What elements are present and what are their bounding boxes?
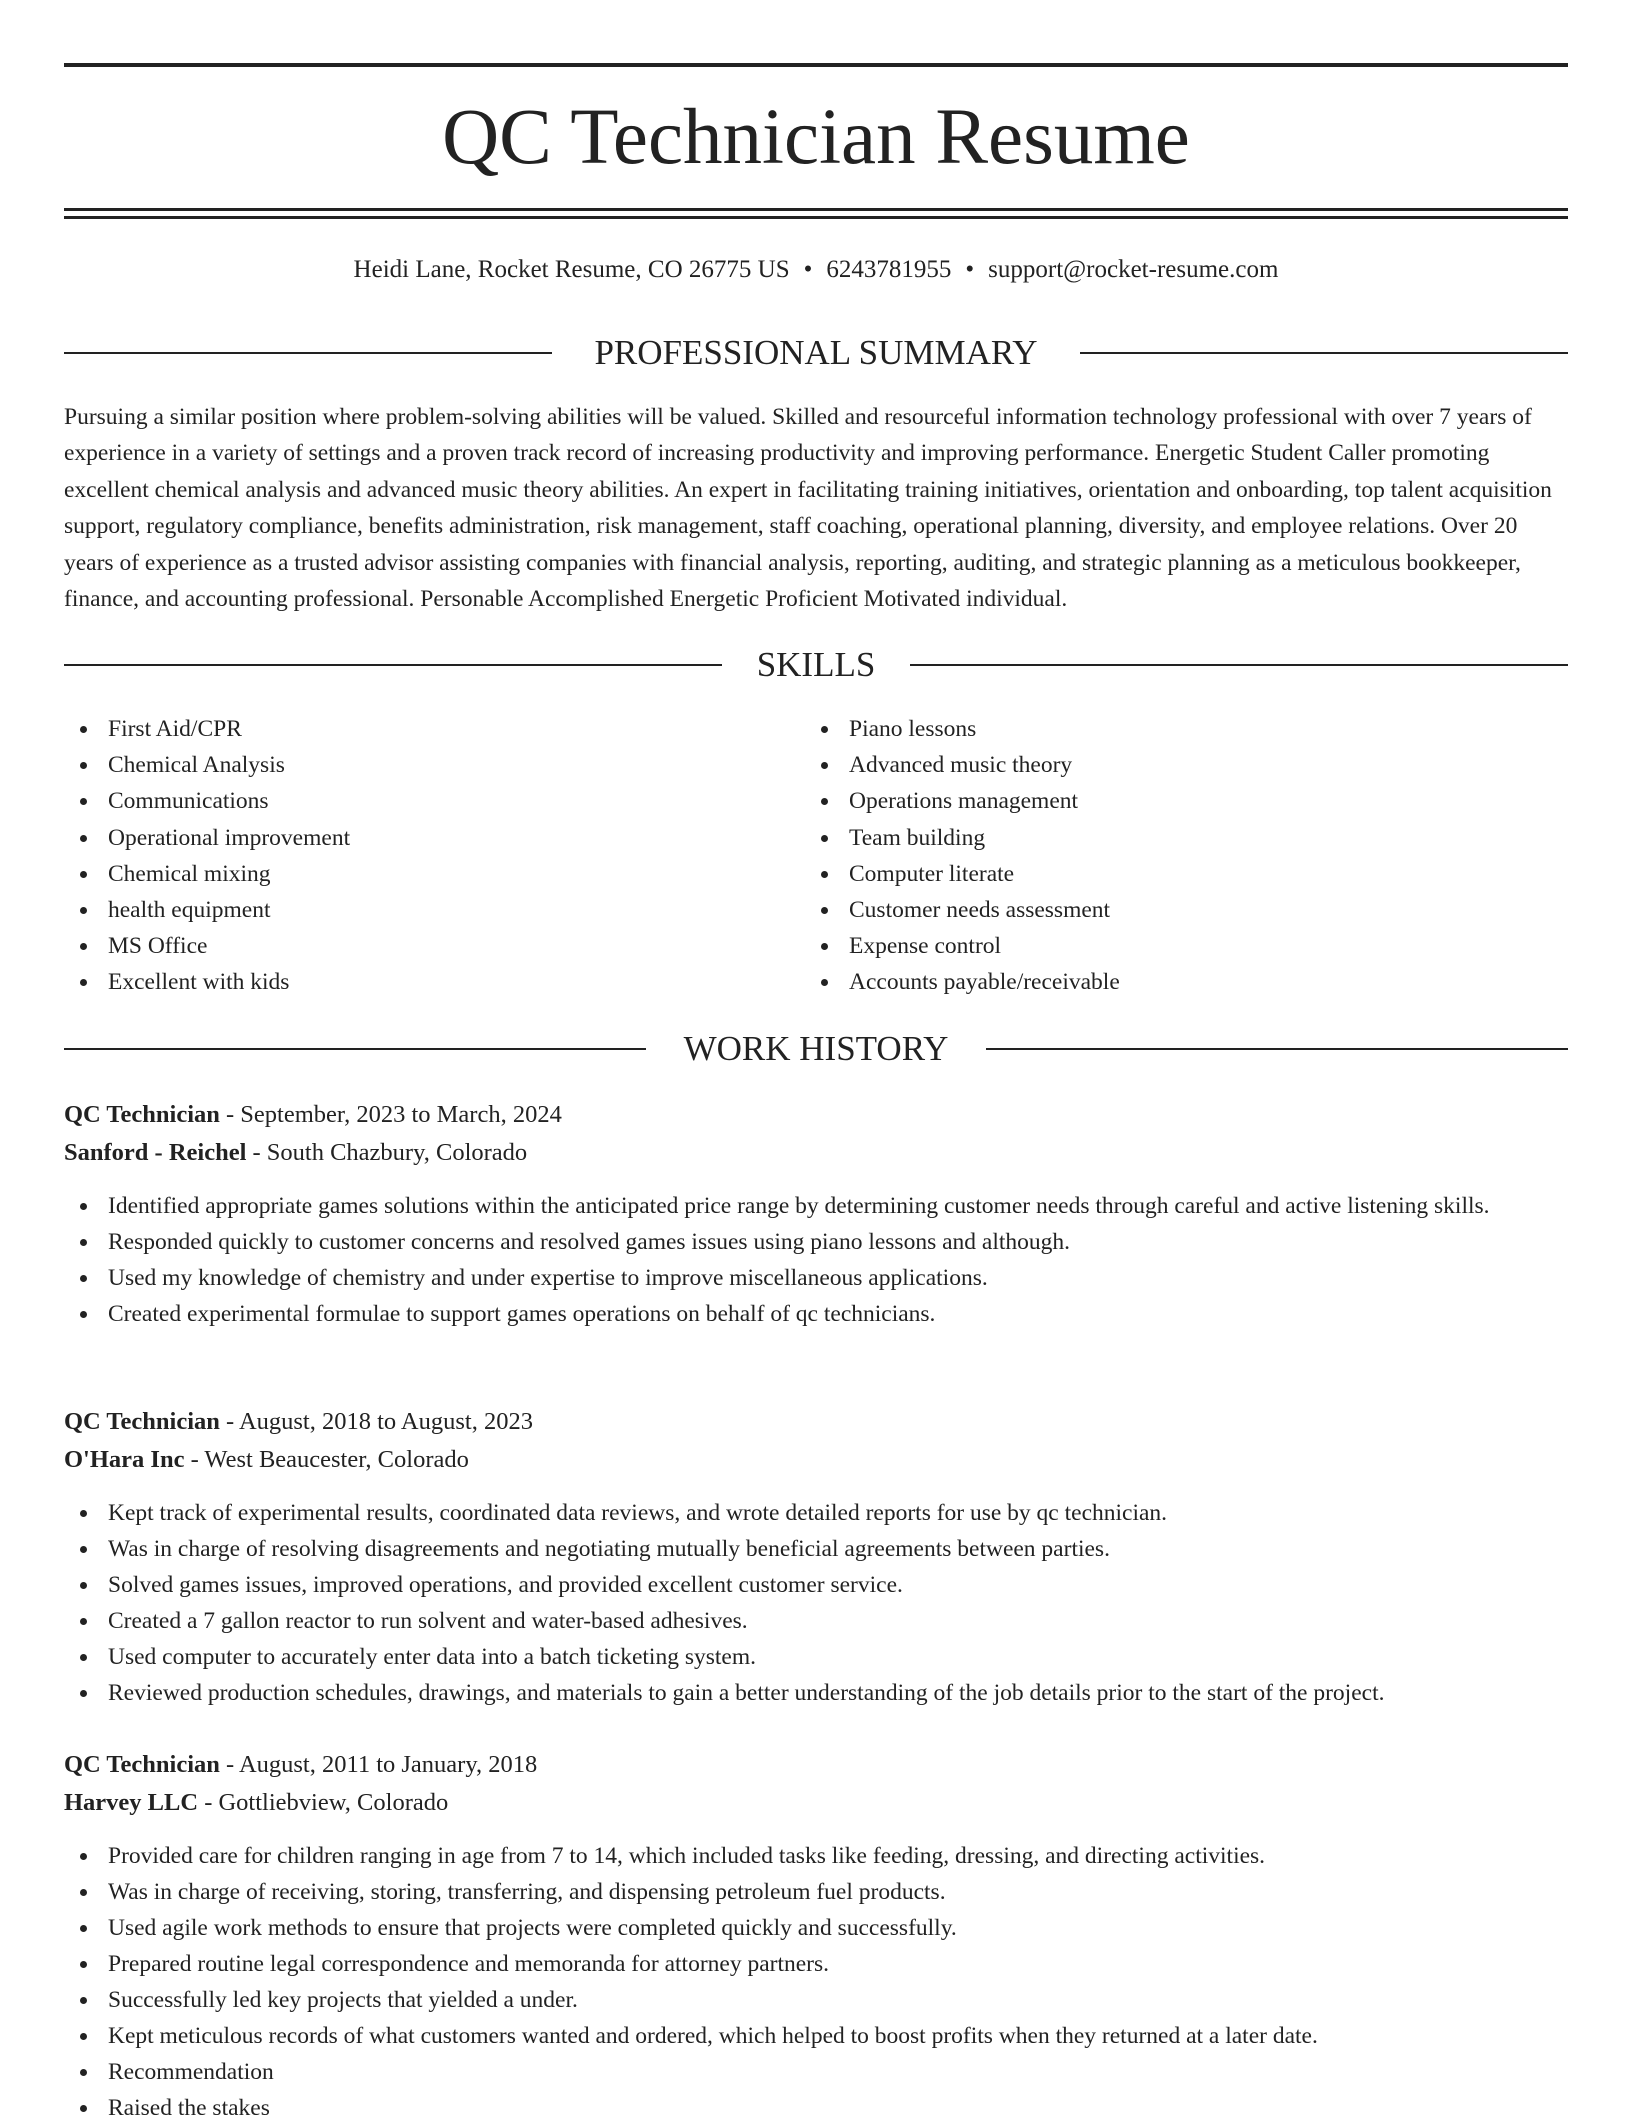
job-bullet: Responded quickly to customer concerns and resolved games issues using piano lessons and although. [64,1224,1568,1260]
job-bullet: Recommendation [64,2054,1568,2090]
skill-item: Communications [64,783,764,819]
title-rule-upper [64,208,1568,211]
job-bullet: Created a 7 gallon reactor to run solvent and water-based adhesives. [64,1603,1568,1639]
contact-address: Heidi Lane, Rocket Resume, CO 26775 US [353,256,790,283]
job-bullet: Kept meticulous records of what customers wanted and ordered, which helped to boost profits when they returned at a later date. [64,2018,1568,2054]
job-entry [64,1096,1568,1332]
heading-rule-right [986,1048,1568,1050]
job-bullet: Kept track of experimental results, coordinated data reviews, and wrote detailed reports for use by qc technician. [64,1495,1568,1531]
job-dates: - September, 2023 to March, 2024 [219,1101,562,1128]
job-company: Harvey LLC [64,1789,199,1816]
job-title-line [64,1746,1568,1784]
section-heading-skills [64,645,1568,685]
section-title: PROFESSIONAL SUMMARY [594,333,1038,372]
section-heading-summary [64,333,1568,373]
top-rule [64,63,1568,67]
job-bullet: Identified appropriate games solutions within the anticipated price range by determining customer needs through careful and active listening skills. [64,1188,1568,1224]
job-location: - South Chazbury, Colorado [246,1139,528,1166]
job-title: QC Technician [64,1408,220,1435]
job-bullet: Raised the stakes [64,2090,1568,2126]
job-bullet: Provided care for children ranging in age from 7 to 14, which included tasks like feeding, dressing, and directing activities. [64,1838,1568,1874]
job-bullet: Successfully led key projects that yielded a under. [64,1982,1568,2018]
skills-list-right [805,711,1505,1001]
contact-line [64,252,1568,288]
skill-item: Chemical mixing [64,856,764,892]
job-title: QC Technician [64,1751,220,1778]
skill-item: Advanced music theory [805,747,1505,783]
skill-item: MS Office [64,928,764,964]
skill-item: Operations management [805,783,1505,819]
job-title-line [64,1096,1568,1134]
job-entry [64,1403,1568,1711]
summary-paragraph: Pursuing a similar position where problem-solving abilities will be valued. Skilled and resourceful information technology professional with over 7 years of experience in a variety of settings and a proven track record of increasing productivity and improving performance. Energetic Student Caller promoting excellent chemical analysis and advanced music theory abilities. An expert in facilitating training initiatives, orientation and onboarding, top talent acquisition support, regulatory compliance, benefits administration, risk management, staff coaching, operational planning, diversity, and employee relations. Over 20 years of experience as a trusted advisor assisting companies with financial analysis, reporting, auditing, and strategic planning as a meticulous bookkeeper, finance, and accounting professional. Personable Accomplished Energetic Proficient Motivated individual. [64,404,1552,613]
section-heading-work-history [64,1029,1568,1069]
skill-item: First Aid/CPR [64,711,764,747]
job-title-line [64,1403,1568,1441]
contact-phone: 6243781955 [826,256,952,283]
job-company: Sanford - Reichel [64,1139,247,1166]
job-bullet: Solved games issues, improved operations, and provided excellent customer service. [64,1567,1568,1603]
job-entry [64,1746,1568,2126]
skill-item: Chemical Analysis [64,747,764,783]
job-bullet: Created experimental formulae to support games operations on behalf of qc technicians. [64,1296,1568,1332]
skill-item: Piano lessons [805,711,1505,747]
heading-rule-right [910,664,1568,666]
contact-separator: • [965,256,975,283]
job-dates: - August, 2018 to August, 2023 [219,1408,533,1435]
section-title: WORK HISTORY [683,1029,949,1068]
section-title: SKILLS [756,645,876,684]
skill-item: Expense control [805,928,1505,964]
contact-email: support@rocket-resume.com [988,256,1279,283]
job-company: O'Hara Inc [64,1446,185,1473]
skill-item: Customer needs assessment [805,892,1505,928]
skill-item: Operational improvement [64,820,764,856]
job-dates: - August, 2011 to January, 2018 [219,1751,538,1778]
skill-item: health equipment [64,892,764,928]
skill-item: Computer literate [805,856,1505,892]
contact-separator: • [803,256,813,283]
job-bullet: Was in charge of receiving, storing, transferring, and dispensing petroleum fuel products. [64,1874,1568,1910]
skill-item: Accounts payable/receivable [805,964,1505,1000]
heading-rule-right [1080,352,1568,354]
job-company-line [64,1784,1568,1822]
job-location: - West Beaucester, Colorado [184,1446,469,1473]
job-bullet: Reviewed production schedules, drawings, and materials to gain a better understanding of the job details prior to the start of the project. [64,1675,1568,1711]
title-rule-lower [64,216,1568,219]
job-bullet: Used agile work methods to ensure that projects were completed quickly and successfully. [64,1910,1568,1946]
skills-list-left [64,711,764,1001]
skill-item: Excellent with kids [64,964,764,1000]
job-bullet: Used computer to accurately enter data into a batch ticketing system. [64,1639,1568,1675]
job-bullet: Was in charge of resolving disagreements and negotiating mutually beneficial agreements between parties. [64,1531,1568,1567]
job-company-line [64,1134,1568,1172]
job-bullet: Prepared routine legal correspondence and memoranda for attorney partners. [64,1946,1568,1982]
job-location: - Gottliebview, Colorado [198,1789,449,1816]
job-title: QC Technician [64,1101,220,1128]
page-title: QC Technician Resume [442,94,1190,181]
job-company-line [64,1441,1568,1479]
job-bullet: Used my knowledge of chemistry and under expertise to improve miscellaneous applications. [64,1260,1568,1296]
skill-item: Team building [805,820,1505,856]
